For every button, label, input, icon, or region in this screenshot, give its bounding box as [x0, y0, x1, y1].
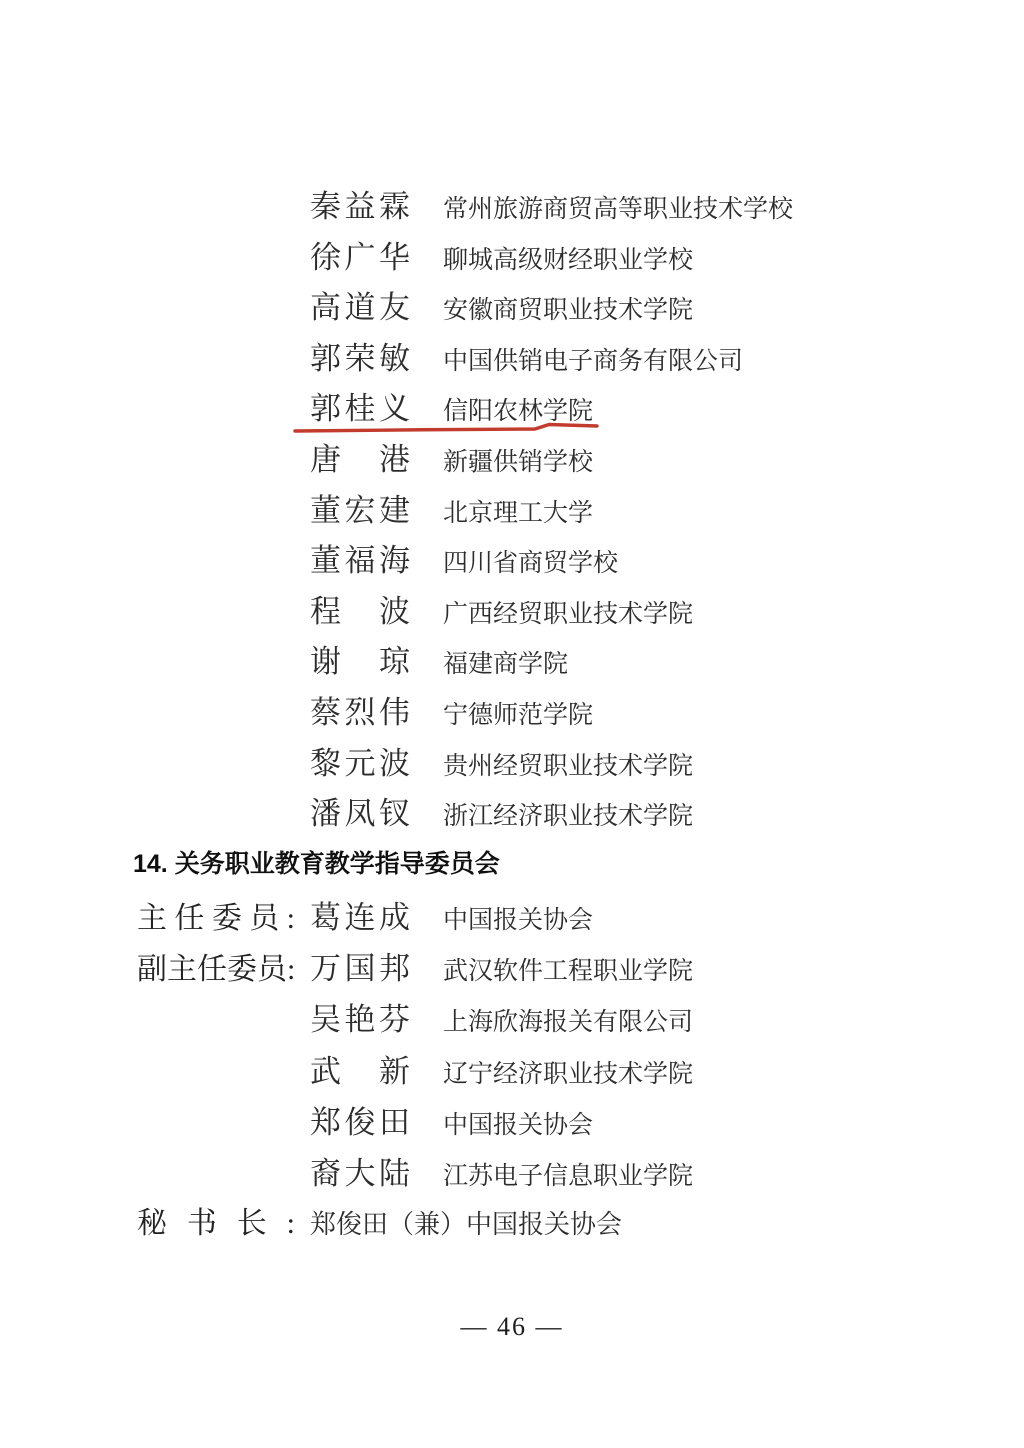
member-name: 程 波 — [310, 593, 410, 629]
member-row — [0, 487, 1024, 538]
member-row — [0, 588, 1024, 639]
section-heading: 14. 关务职业教育教学指导委员会 — [133, 850, 500, 878]
member-org: 北京理工大学 — [443, 499, 594, 527]
member-row-highlighted — [0, 385, 1024, 436]
member-org: 中国报关协会 — [443, 1111, 594, 1139]
member-org: 浙江经济职业技术学院 — [443, 803, 694, 831]
member-row — [0, 790, 1024, 841]
member-name: 武 新 — [310, 1053, 410, 1089]
member-org: 四川省商贸学校 — [443, 550, 619, 578]
member-name: 葛 连 成 — [310, 900, 410, 935]
committee-row — [0, 1048, 1024, 1099]
secretary-entry: 郑俊田（兼）中国报关协会 — [310, 1210, 623, 1240]
member-name: 吴 艳 芬 — [310, 1002, 410, 1038]
member-row — [0, 234, 1024, 285]
committee-row — [0, 1099, 1024, 1150]
member-row — [0, 284, 1024, 335]
member-org: 贵州经贸职业技术学院 — [443, 752, 694, 780]
role-label: 主 任 委 员 : — [137, 902, 295, 935]
role-label: 秘 书 长 : — [137, 1207, 295, 1241]
member-name: 董 福 海 — [310, 543, 410, 579]
member-name: 潘 凤 钗 — [310, 796, 410, 832]
member-org: 江苏电子信息职业学院 — [443, 1162, 694, 1190]
member-name: 谢 琼 — [310, 644, 410, 680]
member-org: 信阳农林学院 — [443, 398, 594, 426]
member-org: 武汉软件工程职业学院 — [443, 958, 694, 986]
member-org: 辽宁经济职业技术学院 — [443, 1060, 694, 1088]
member-org: 福建商学院 — [443, 651, 569, 679]
member-name: 秦 益 霖 — [310, 189, 410, 224]
member-row — [0, 183, 1024, 234]
committee-list — [0, 894, 1024, 1252]
member-row — [0, 335, 1024, 386]
committee-row — [0, 894, 1024, 945]
member-name: 黎 元 波 — [310, 745, 410, 781]
member-org: 宁德师范学院 — [443, 701, 594, 729]
member-org: 中国报关协会 — [443, 907, 594, 934]
member-row — [0, 638, 1024, 689]
member-list — [0, 183, 1024, 841]
member-row — [0, 436, 1024, 487]
member-name: 唐 港 — [310, 441, 410, 477]
member-row — [0, 689, 1024, 740]
member-name: 董 宏 建 — [310, 492, 410, 528]
committee-row — [0, 1150, 1024, 1201]
member-org: 聊城高级财经职业学校 — [443, 246, 694, 274]
member-org: 广西经贸职业技术学院 — [443, 600, 694, 628]
member-row — [0, 537, 1024, 588]
member-name: 郭 荣 敏 — [310, 340, 410, 376]
committee-row — [0, 996, 1024, 1047]
member-name: 郭 桂 义 — [310, 391, 410, 427]
member-org: 常州旅游商贸高等职业技术学校 — [443, 196, 794, 223]
role-label: 副 主 任 委 员 : — [137, 953, 296, 987]
committee-row — [0, 945, 1024, 996]
member-org: 中国供销电子商务有限公司 — [443, 347, 744, 375]
member-org: 新疆供销学校 — [443, 448, 594, 476]
page-number: — 46 — — [460, 1312, 564, 1341]
member-row — [0, 740, 1024, 791]
member-name: 蔡 烈 伟 — [310, 694, 410, 730]
member-org: 安徽商贸职业技术学院 — [443, 297, 694, 325]
member-name: 万 国 邦 — [310, 951, 410, 987]
member-name: 郑 俊 田 — [310, 1104, 410, 1140]
member-name: 徐 广 华 — [310, 239, 410, 275]
member-name: 裔 大 陆 — [310, 1155, 410, 1191]
member-org: 上海欣海报关有限公司 — [443, 1009, 694, 1037]
member-name: 高 道 友 — [310, 290, 410, 326]
committee-row — [0, 1201, 1024, 1252]
